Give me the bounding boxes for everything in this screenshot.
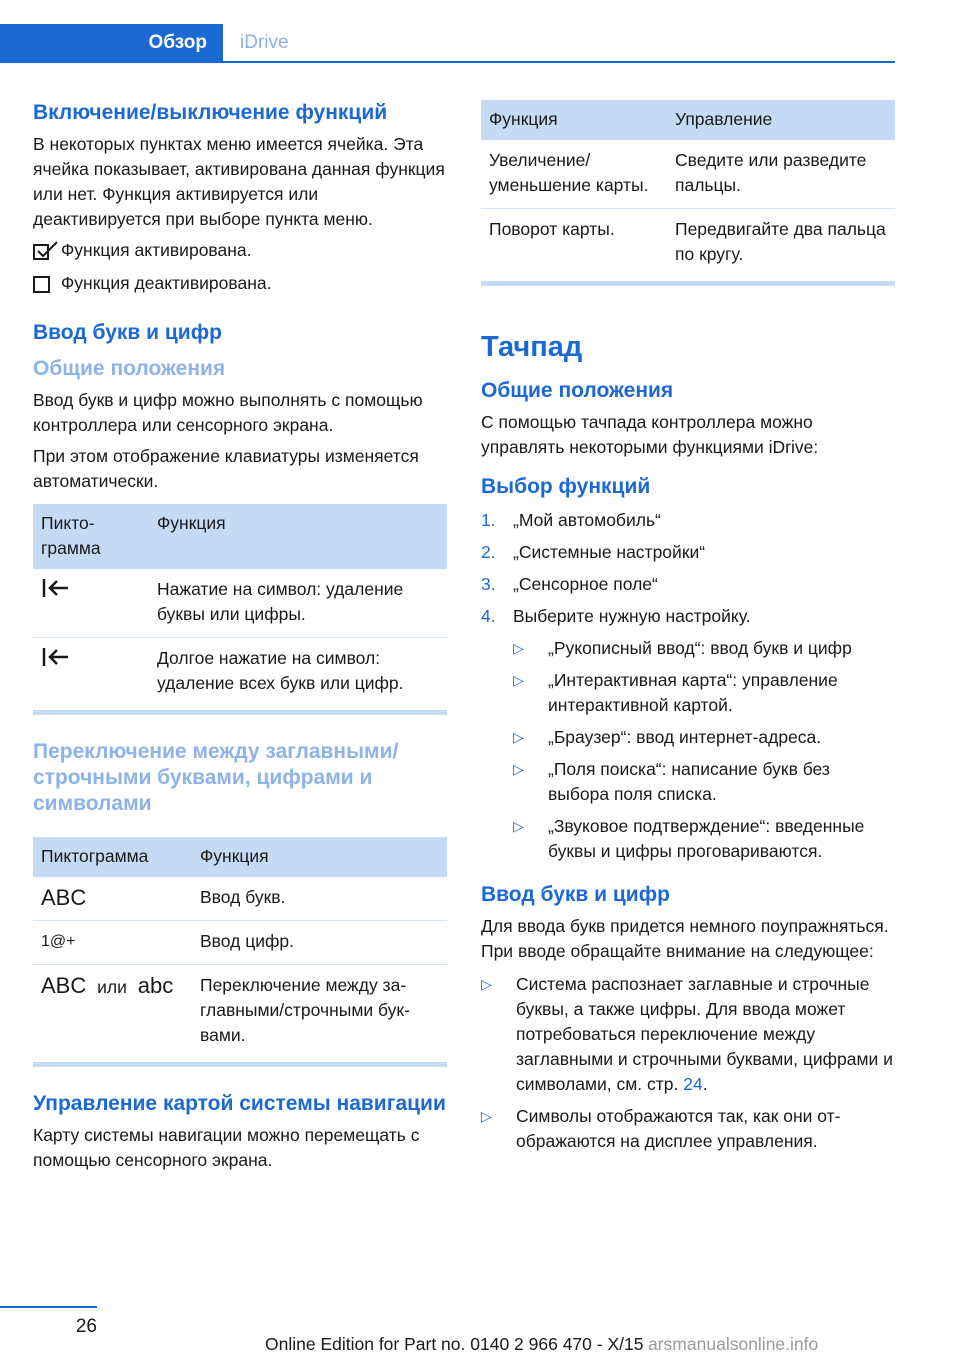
triangle-bullet-icon: ▷ <box>513 640 524 656</box>
table-end-bar <box>33 1062 447 1067</box>
list-item: ▷ „Рукописный ввод“: ввод букв и цифр <box>481 636 895 661</box>
table-row <box>481 140 895 209</box>
subsection-select-functions: Выбор функций <box>481 475 651 498</box>
list-item: ▷ „Браузер“: ввод интернет-адреса. <box>481 725 895 750</box>
section-title-switch: Переключение между заглавными/строчными буквами, цифрами и символами <box>33 740 399 815</box>
header-bar <box>0 24 895 63</box>
input-hint-text: Для ввода букв придется немного поупражняться. При вводе обращайте внимание на следующее: <box>481 916 889 961</box>
triangle-bullet-icon: ▷ <box>481 1108 492 1124</box>
table-header-function: Функция <box>481 100 667 140</box>
triangle-bullet-icon: ▷ <box>513 818 524 834</box>
table-switch-icons <box>33 837 447 1058</box>
input-text-2: При этом отображение клавиатуры изменяется автоматически. <box>33 446 419 491</box>
page-number: 26 <box>75 1316 97 1337</box>
list-item: ▷ Символы отображаются так, как они отображаются на дисплее управления. <box>481 1104 895 1154</box>
table-header-function: Функция <box>149 504 447 569</box>
list-item: ▷ „Звуковое подтверждение“: введенные буквы и цифры проговариваются. <box>481 814 895 864</box>
backspace-icon <box>33 638 149 707</box>
map-text: Карту системы навигации можно перемещать с помощью сенсорного экрана. <box>33 1125 420 1170</box>
input-text-1: Ввод букв и цифр можно выполнять с помощью контроллера или сенсорного экрана. <box>33 390 423 435</box>
triangle-bullet-icon: ▷ <box>481 976 492 992</box>
table-header-icon: Пиктограмма <box>33 504 149 569</box>
list-item: ▷ „Интерактивная карта“: управление интерактивной картой. <box>481 668 895 718</box>
subsection-general: Общие положения <box>481 379 674 402</box>
table-header-icon: Пиктограмма <box>33 837 192 877</box>
tab-idrive[interactable]: iDrive <box>240 31 289 53</box>
table-end-bar <box>481 281 895 286</box>
table-row <box>33 877 447 921</box>
table-cell-function: Долгое нажатие на символ: удаление всех букв или цифр. <box>157 648 404 693</box>
section-title-input: Ввод букв и цифр <box>33 321 222 344</box>
table-row <box>33 569 447 638</box>
options-list <box>481 636 895 864</box>
check-off-row <box>33 271 447 296</box>
right-column <box>481 100 895 1161</box>
list-item: ▷ Система распознает заглавные и строчные буквы, а также цифры. Для ввода может потребоваться переключение между заглавными и строчными буквами, цифрами и символами, см. стр. 24. <box>481 972 895 1097</box>
triangle-bullet-icon: ▷ <box>513 729 524 745</box>
lowercase-icon: abc <box>137 973 174 998</box>
section-text-toggle: В некоторых пунктах меню имеется ячейка. Эта ячейка показывает, активирована данная функция или нет. Функция активируется или деактивируется при выборе пункта меню. <box>33 134 445 229</box>
table-row <box>33 921 447 965</box>
subsection-general: Общие положения <box>33 357 226 380</box>
triangle-bullet-icon: ▷ <box>513 761 524 777</box>
list-item: 2. „Системные настройки“ <box>481 542 706 562</box>
table-cell-function: Ввод букв. <box>192 877 447 921</box>
uppercase-icon: ABC <box>33 877 192 921</box>
table-cell-function: Увеличение/уменьшение карты. <box>481 140 667 209</box>
list-item: 3. „Сенсорное поле“ <box>481 574 658 594</box>
section-title-toggle: Включение/выключение функций <box>33 101 388 124</box>
table-cell-control: Передвигайте два пальца по кругу. <box>675 219 886 264</box>
table-header-function: Функция <box>192 837 447 877</box>
left-column <box>33 100 447 1179</box>
or-label: или <box>97 977 127 997</box>
check-on-row <box>33 238 447 263</box>
list-item: 1. „Мой автомобиль“ <box>481 510 661 530</box>
section-title-map: Управление картой системы навигации <box>33 1092 446 1115</box>
table-end-bar <box>33 710 447 715</box>
page-link[interactable]: 24 <box>683 1074 703 1094</box>
check-off-label: Функция деактивирована. <box>61 273 272 293</box>
subsection-input: Ввод букв и цифр <box>481 883 670 906</box>
list-item: 4. Выберите нужную настройку. <box>481 606 751 626</box>
watermark: arsmanualsonline.info <box>648 1334 819 1354</box>
table-delete-icons <box>33 504 447 706</box>
table-header-control: Управление <box>667 100 895 140</box>
table-cell-control: Сведите или разведите пальцы. <box>667 140 895 209</box>
table-cell-function: Переключение между заглавными/строчными буквами. <box>200 975 410 1045</box>
table-row <box>33 638 447 707</box>
numbers-symbols-icon: 1@+ <box>33 921 192 965</box>
tab-overview[interactable]: Обзор <box>0 24 223 61</box>
hints-list <box>481 972 895 1154</box>
table-cell-function: Ввод цифр. <box>192 921 447 965</box>
case-switch-cell <box>33 965 192 1059</box>
uppercase-icon: ABC <box>41 973 87 998</box>
table-row <box>33 965 447 1059</box>
checkbox-empty-icon <box>33 274 61 294</box>
table-cell-function: Нажатие на символ: удаление буквы или цифры. <box>149 569 447 638</box>
triangle-bullet-icon: ▷ <box>513 672 524 688</box>
list-item: ▷ „Поля поиска“: написание букв без выбора поля списка. <box>481 757 895 807</box>
table-row <box>481 209 895 278</box>
checkbox-checked-icon <box>33 241 61 261</box>
steps-list <box>481 508 895 629</box>
table-map-gestures <box>481 100 895 277</box>
check-on-label: Функция активирована. <box>61 240 252 260</box>
table-cell-function: Поворот карты. <box>489 219 615 239</box>
touchpad-text: С помощью тачпада контроллера можно управлять некоторыми функциями iDrive: <box>481 412 819 457</box>
chapter-title-touchpad: Тачпад <box>481 331 583 363</box>
backspace-icon <box>33 569 149 638</box>
edition-text: Online Edition for Part no. 0140 2 966 470 - X/15 <box>265 1334 644 1354</box>
footer-rule <box>0 1306 97 1308</box>
